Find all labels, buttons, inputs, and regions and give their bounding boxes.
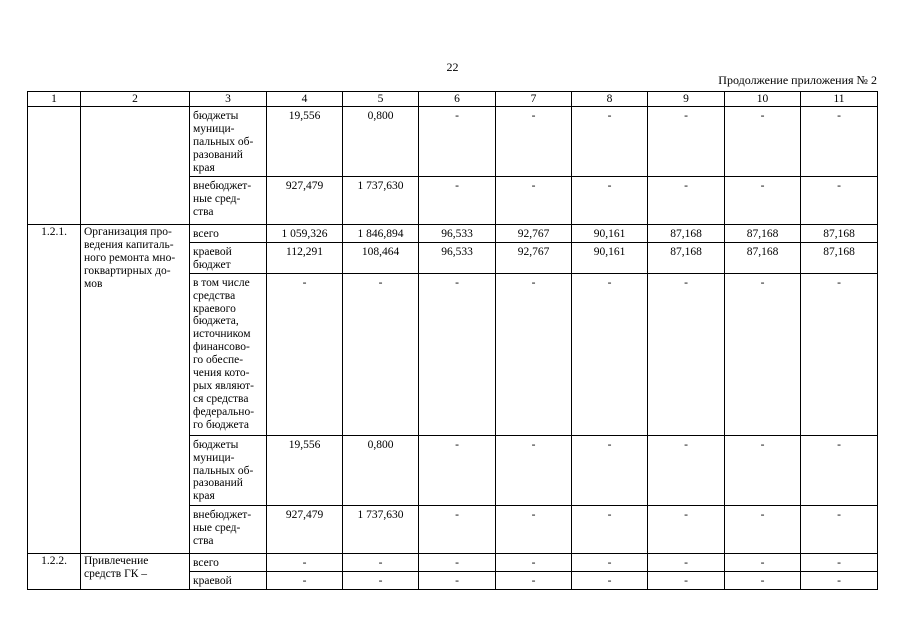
- value-cell: -: [419, 505, 496, 553]
- value-cell: -: [725, 177, 801, 225]
- value-cell: 87,168: [801, 242, 878, 273]
- table-row: [28, 107, 878, 177]
- value-cell: -: [343, 571, 419, 589]
- value-cell: 90,161: [572, 225, 648, 243]
- value-cell: -: [801, 177, 878, 225]
- value-cell: -: [648, 571, 725, 589]
- value-cell: -: [343, 273, 419, 435]
- funding-source: в том числе средства краевого бюджета, источником финансово- го обеспе- чения кото- рых являют- ся средства федерально- го бюджета: [190, 273, 267, 435]
- header-row: [28, 92, 878, 107]
- value-cell: -: [648, 107, 725, 177]
- column-header: 1: [28, 92, 81, 107]
- value-cell: -: [496, 505, 572, 553]
- value-cell: 1 737,630: [343, 177, 419, 225]
- table-row: [28, 553, 878, 571]
- value-cell: 87,168: [648, 225, 725, 243]
- value-cell: -: [725, 505, 801, 553]
- value-cell: -: [572, 273, 648, 435]
- value-cell: -: [419, 107, 496, 177]
- item-code: [28, 107, 81, 225]
- value-cell: -: [725, 571, 801, 589]
- value-cell: -: [419, 435, 496, 505]
- value-cell: -: [496, 107, 572, 177]
- value-cell: -: [648, 435, 725, 505]
- value-cell: 87,168: [725, 225, 801, 243]
- value-cell: -: [343, 553, 419, 571]
- value-cell: -: [496, 553, 572, 571]
- value-cell: -: [648, 177, 725, 225]
- table-row: [28, 225, 878, 243]
- value-cell: -: [801, 107, 878, 177]
- value-cell: -: [267, 273, 343, 435]
- funding-source: бюджеты муници- пальных об- разований края: [190, 435, 267, 505]
- value-cell: -: [725, 435, 801, 505]
- value-cell: -: [801, 505, 878, 553]
- column-header: 8: [572, 92, 648, 107]
- funding-source: внебюджет- ные сред- ства: [190, 177, 267, 225]
- appendix-continuation-note: Продолжение приложения № 2: [718, 73, 877, 87]
- value-cell: 96,533: [419, 225, 496, 243]
- value-cell: -: [496, 177, 572, 225]
- value-cell: -: [496, 571, 572, 589]
- value-cell: 1 059,326: [267, 225, 343, 243]
- funding-source: внебюджет- ные сред- ства: [190, 505, 267, 553]
- column-header: 6: [419, 92, 496, 107]
- column-header: 5: [343, 92, 419, 107]
- column-header: 10: [725, 92, 801, 107]
- value-cell: -: [725, 553, 801, 571]
- page-number: 22: [446, 60, 459, 74]
- value-cell: -: [572, 435, 648, 505]
- value-cell: -: [419, 553, 496, 571]
- value-cell: 0,800: [343, 435, 419, 505]
- funding-source: краевой бюджет: [190, 242, 267, 273]
- value-cell: -: [419, 273, 496, 435]
- value-cell: 19,556: [267, 107, 343, 177]
- value-cell: 108,464: [343, 242, 419, 273]
- value-cell: 87,168: [725, 242, 801, 273]
- item-name: [81, 107, 190, 225]
- value-cell: 112,291: [267, 242, 343, 273]
- budget-table: [27, 91, 878, 590]
- column-header: 11: [801, 92, 878, 107]
- value-cell: -: [725, 273, 801, 435]
- item-name: Привлечение средств ГК –: [81, 553, 190, 589]
- value-cell: -: [648, 505, 725, 553]
- value-cell: 92,767: [496, 225, 572, 243]
- column-header: 2: [81, 92, 190, 107]
- item-code: 1.2.1.: [28, 225, 81, 554]
- value-cell: -: [419, 177, 496, 225]
- funding-source: всего: [190, 553, 267, 571]
- value-cell: 927,479: [267, 177, 343, 225]
- value-cell: 96,533: [419, 242, 496, 273]
- value-cell: -: [801, 435, 878, 505]
- value-cell: -: [572, 505, 648, 553]
- value-cell: 1 737,630: [343, 505, 419, 553]
- value-cell: -: [572, 571, 648, 589]
- column-header: 3: [190, 92, 267, 107]
- value-cell: -: [572, 177, 648, 225]
- column-header: 7: [496, 92, 572, 107]
- value-cell: -: [572, 553, 648, 571]
- value-cell: 927,479: [267, 505, 343, 553]
- value-cell: -: [725, 107, 801, 177]
- value-cell: -: [419, 571, 496, 589]
- value-cell: 87,168: [801, 225, 878, 243]
- value-cell: -: [648, 553, 725, 571]
- column-header: 4: [267, 92, 343, 107]
- value-cell: -: [801, 571, 878, 589]
- value-cell: -: [572, 107, 648, 177]
- value-cell: -: [801, 553, 878, 571]
- value-cell: -: [648, 273, 725, 435]
- column-header: 9: [648, 92, 725, 107]
- funding-source: бюджеты муници- пальных об- разований края: [190, 107, 267, 177]
- funding-source: всего: [190, 225, 267, 243]
- funding-source: краевой: [190, 571, 267, 589]
- value-cell: 1 846,894: [343, 225, 419, 243]
- value-cell: 92,767: [496, 242, 572, 273]
- item-code: 1.2.2.: [28, 553, 81, 589]
- value-cell: 19,556: [267, 435, 343, 505]
- value-cell: 87,168: [648, 242, 725, 273]
- value-cell: 0,800: [343, 107, 419, 177]
- value-cell: -: [267, 553, 343, 571]
- value-cell: -: [267, 571, 343, 589]
- value-cell: 90,161: [572, 242, 648, 273]
- value-cell: -: [496, 435, 572, 505]
- item-name: Организация про- ведения капиталь- ного ремонта мно- гоквартирных до- мов: [81, 225, 190, 554]
- value-cell: -: [496, 273, 572, 435]
- value-cell: -: [801, 273, 878, 435]
